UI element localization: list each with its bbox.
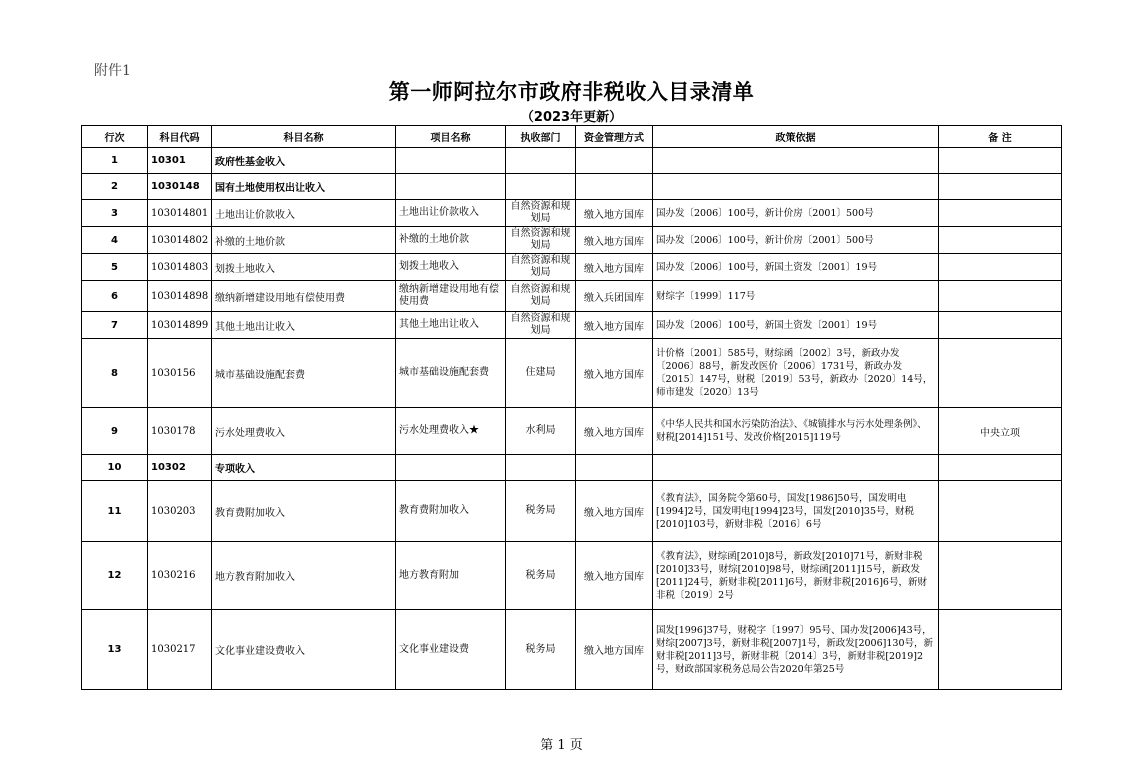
row-note	[939, 610, 1062, 690]
row-dept: 自然资源和规划局	[506, 200, 576, 227]
row-fund: 缴入地方国库	[576, 481, 653, 542]
row-seq: 13	[82, 610, 148, 690]
row-dept: 自然资源和规划局	[506, 254, 576, 281]
row-code: 103014898	[148, 281, 212, 312]
row-subject: 文化事业建设费收入	[212, 610, 396, 690]
table-row	[82, 148, 1062, 174]
row-code: 1030203	[148, 481, 212, 542]
row-code: 1030217	[148, 610, 212, 690]
header-item: 项目名称	[396, 126, 506, 148]
row-item: 城市基础设施配套费	[396, 339, 506, 408]
row-code: 1030156	[148, 339, 212, 408]
row-subject: 城市基础设施配套费	[212, 339, 396, 408]
row-dept: 自然资源和规划局	[506, 227, 576, 254]
row-basis	[653, 174, 939, 200]
table-row	[82, 610, 1062, 690]
row-dept	[506, 148, 576, 174]
table-row	[82, 339, 1062, 408]
row-subject: 划拨土地收入	[212, 254, 396, 281]
page-subtitle: （2023年更新）	[520, 110, 623, 125]
row-subject: 政府性基金收入	[212, 148, 396, 174]
row-basis: 国发[1996]37号，财税字〔1997〕95号、国办发[2006]43号，财综[2007]3号，新财非税[2007]1号，新政发[2006]130号，新财非税[2011]3号，新财非税〔2014〕3号，新财非税[2019]2号，财政部国家税务总局公告2020年第25号	[653, 610, 939, 690]
row-seq: 2	[82, 174, 148, 200]
row-seq: 12	[82, 542, 148, 610]
row-fund: 缴入兵团国库	[576, 281, 653, 312]
attachment-label: 附件1	[94, 63, 131, 79]
row-code: 103014802	[148, 227, 212, 254]
row-item: 教育费附加收入	[396, 481, 506, 542]
row-fund	[576, 174, 653, 200]
table-row	[82, 174, 1062, 200]
table-row	[82, 200, 1062, 227]
row-item: 缴纳新增建设用地有偿使用费	[396, 281, 506, 312]
row-basis	[653, 455, 939, 481]
row-seq: 10	[82, 455, 148, 481]
row-fund	[576, 148, 653, 174]
row-basis: 《教育法》，国务院令第60号，国发[1986]50号，国发明电[1994]2号，国发明电[1994]23号，国发[2010]35号，财税[2010]103号，新财非税〔2016〕6号	[653, 481, 939, 542]
table-row	[82, 312, 1062, 339]
row-subject: 污水处理费收入	[212, 408, 396, 455]
header-note: 备 注	[939, 126, 1062, 148]
row-note	[939, 227, 1062, 254]
row-note	[939, 455, 1062, 481]
row-note	[939, 254, 1062, 281]
row-seq: 3	[82, 200, 148, 227]
row-note	[939, 174, 1062, 200]
row-item	[396, 148, 506, 174]
row-seq: 1	[82, 148, 148, 174]
row-basis: 国办发〔2006〕100号，新国土资发〔2001〕19号	[653, 312, 939, 339]
row-code: 1030178	[148, 408, 212, 455]
row-seq: 5	[82, 254, 148, 281]
row-item: 划拨土地收入	[396, 254, 506, 281]
row-dept: 税务局	[506, 481, 576, 542]
row-dept: 自然资源和规划局	[506, 281, 576, 312]
row-code: 1030216	[148, 542, 212, 610]
row-subject: 地方教育附加收入	[212, 542, 396, 610]
row-dept: 住建局	[506, 339, 576, 408]
row-fund: 缴入地方国库	[576, 610, 653, 690]
row-subject: 教育费附加收入	[212, 481, 396, 542]
header-code: 科目代码	[148, 126, 212, 148]
row-fund	[576, 455, 653, 481]
header-seq: 行次	[82, 126, 148, 148]
row-item: 污水处理费收入★	[396, 408, 506, 455]
table-row	[82, 281, 1062, 312]
row-basis: 国办发〔2006〕100号，新计价房〔2001〕500号	[653, 227, 939, 254]
row-subject: 专项收入	[212, 455, 396, 481]
row-dept: 自然资源和规划局	[506, 312, 576, 339]
row-note: 中央立项	[939, 408, 1062, 455]
row-note	[939, 312, 1062, 339]
row-item	[396, 455, 506, 481]
row-dept: 税务局	[506, 542, 576, 610]
row-dept: 水利局	[506, 408, 576, 455]
row-basis: 国办发〔2006〕100号，新计价房〔2001〕500号	[653, 200, 939, 227]
row-item: 文化事业建设费	[396, 610, 506, 690]
row-subject: 缴纳新增建设用地有偿使用费	[212, 281, 396, 312]
row-seq: 8	[82, 339, 148, 408]
row-fund: 缴入地方国库	[576, 200, 653, 227]
row-fund: 缴入地方国库	[576, 408, 653, 455]
table-row	[82, 408, 1062, 455]
row-item	[396, 174, 506, 200]
row-item: 补缴的土地价款	[396, 227, 506, 254]
row-basis: 《中华人民共和国水污染防治法》、《城镇排水与污水处理条例》、财税[2014]151号、发改价格[2015]119号	[653, 408, 939, 455]
row-item: 地方教育附加	[396, 542, 506, 610]
table-row	[82, 254, 1062, 281]
row-note	[939, 481, 1062, 542]
table-row	[82, 542, 1062, 610]
row-note	[939, 339, 1062, 408]
row-dept	[506, 174, 576, 200]
row-item: 其他土地出让收入	[396, 312, 506, 339]
row-basis: 《教育法》，财综函[2010]8号，新政发[2010]71号，新财非税[2010]33号，财综[2010]98号，财综函[2011]15号，新政发[2011]24号，新财非税[2011]6号，新财非税[2016]6号，新财非税〔2019〕2号	[653, 542, 939, 610]
row-fund: 缴入地方国库	[576, 254, 653, 281]
header-subject: 科目名称	[212, 126, 396, 148]
row-code: 103014803	[148, 254, 212, 281]
page-number: 第 1 页	[540, 738, 583, 753]
row-subject: 其他土地出让收入	[212, 312, 396, 339]
row-note	[939, 200, 1062, 227]
row-code: 103014899	[148, 312, 212, 339]
row-seq: 7	[82, 312, 148, 339]
row-seq: 6	[82, 281, 148, 312]
row-basis: 国办发〔2006〕100号，新国土资发〔2001〕19号	[653, 254, 939, 281]
row-seq: 4	[82, 227, 148, 254]
row-seq: 11	[82, 481, 148, 542]
row-basis: 财综字〔1999〕117号	[653, 281, 939, 312]
table-row	[82, 227, 1062, 254]
header-dept: 执收部门	[506, 126, 576, 148]
row-fund: 缴入地方国库	[576, 227, 653, 254]
row-seq: 9	[82, 408, 148, 455]
page-title: 第一师阿拉尔市政府非税收入目录清单	[388, 79, 755, 104]
row-code: 1030148	[148, 174, 212, 200]
table-header-row	[82, 126, 1062, 148]
row-note	[939, 281, 1062, 312]
revenue-catalog-table	[81, 125, 1062, 690]
row-code: 10301	[148, 148, 212, 174]
header-fund: 资金管理方式	[576, 126, 653, 148]
row-note	[939, 542, 1062, 610]
row-fund: 缴入地方国库	[576, 542, 653, 610]
row-subject: 土地出让价款收入	[212, 200, 396, 227]
row-subject: 补缴的土地价款	[212, 227, 396, 254]
row-note	[939, 148, 1062, 174]
row-code: 103014801	[148, 200, 212, 227]
row-basis: 计价格〔2001〕585号，财综函〔2002〕3号，新政办发〔2006〕88号，新发改医价〔2006〕1731号，新政办发〔2015〕147号，财税〔2019〕53号，新政办〔2020〕14号，师市建发〔2020〕13号	[653, 339, 939, 408]
row-fund: 缴入地方国库	[576, 312, 653, 339]
row-basis	[653, 148, 939, 174]
table-row	[82, 481, 1062, 542]
table-row	[82, 455, 1062, 481]
row-subject: 国有土地使用权出让收入	[212, 174, 396, 200]
row-dept: 税务局	[506, 610, 576, 690]
row-code: 10302	[148, 455, 212, 481]
header-basis: 政策依据	[653, 126, 939, 148]
row-fund: 缴入地方国库	[576, 339, 653, 408]
row-item: 土地出让价款收入	[396, 200, 506, 227]
row-dept	[506, 455, 576, 481]
